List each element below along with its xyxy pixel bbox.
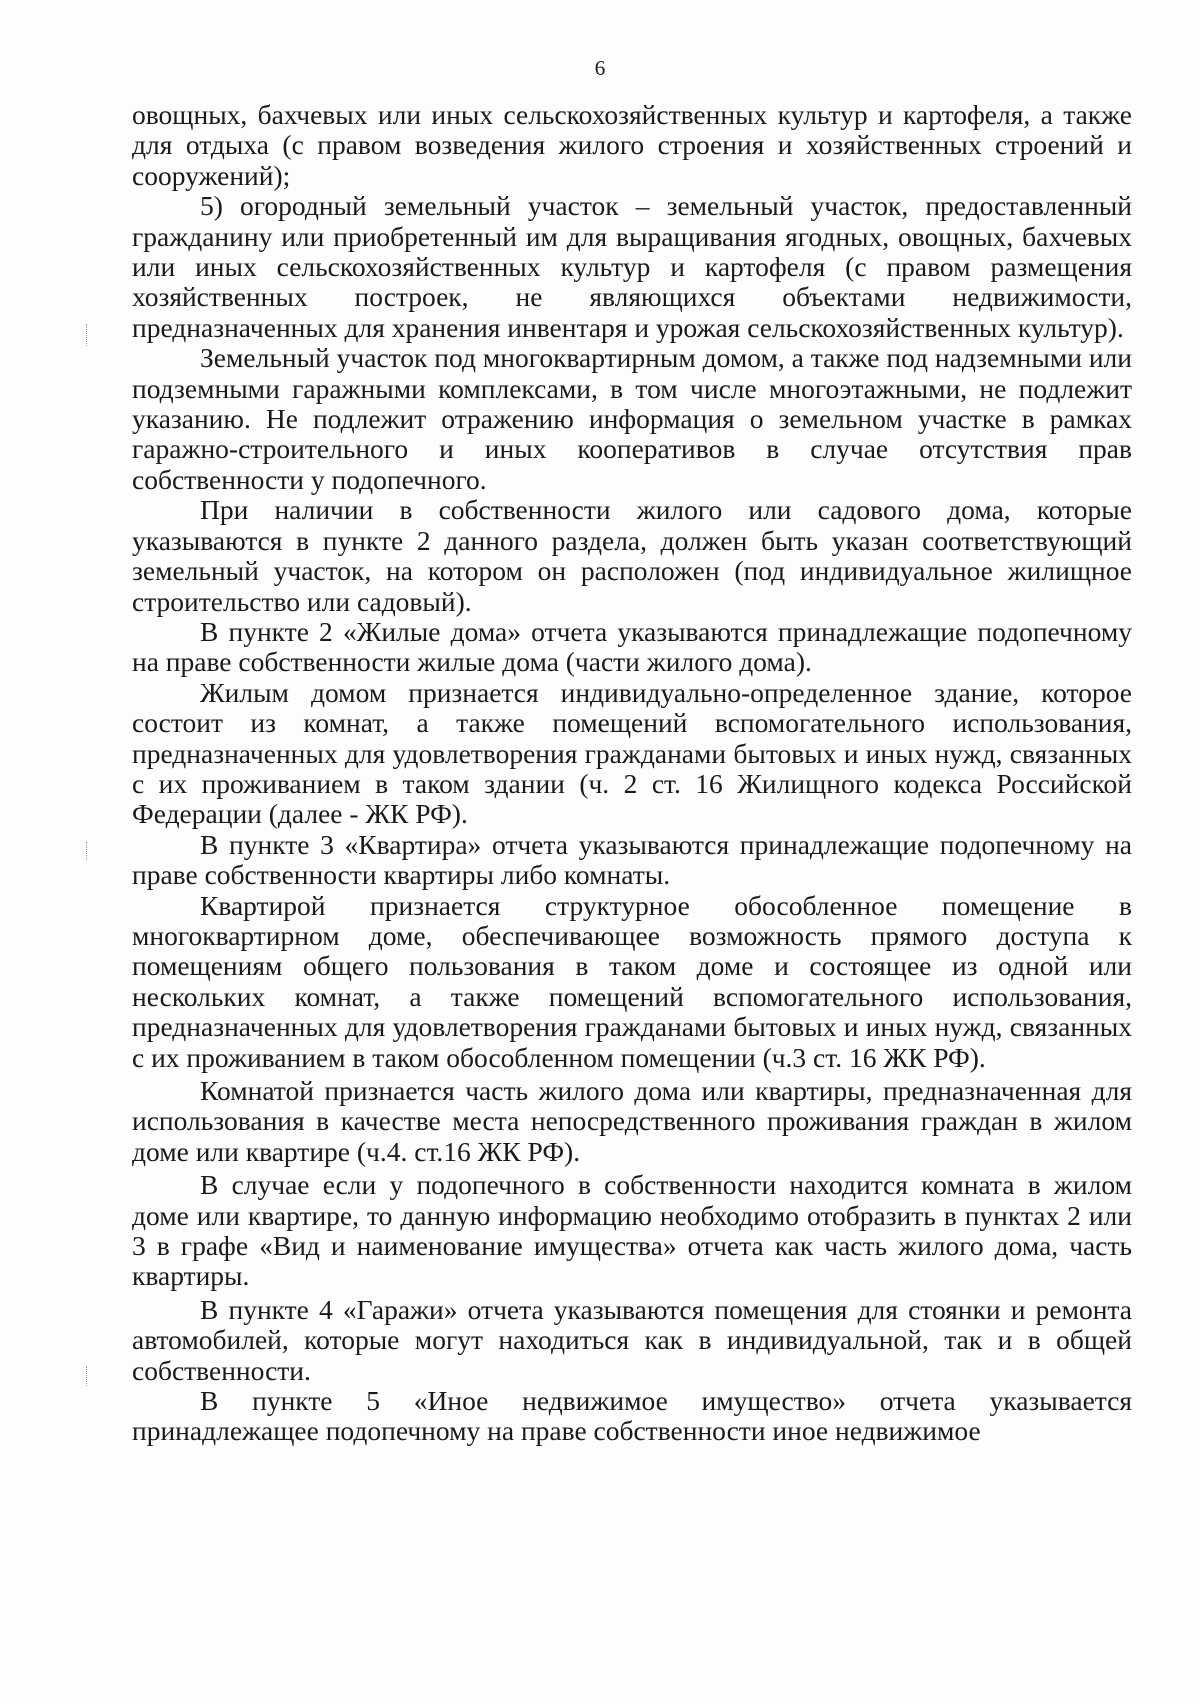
paragraph: При наличии в собственности жилого или садового дома, которые указываются в пункте 2 данного раздела, должен быть указан соответствующий земельный участок, на котором он расположен (под индивидуальное жилищное строительство или садовый). bbox=[132, 494, 1132, 617]
scan-margin-mark bbox=[86, 324, 87, 346]
scan-margin-mark bbox=[86, 1366, 87, 1386]
paragraph: Квартирой признается структурное обособленное помещение в многоквартирном доме, обеспечивающее возможность прямого доступа к помещениям общего пользования в таком доме и состоящее из одной или нескольких комнат, а также помещений вспомогательного использования, предназначенных для удовлетворения гражданами бытовых и иных нужд, связанных с их проживанием в таком обособленном помещении (ч.3 ст. 16 ЖК РФ). bbox=[132, 889, 1132, 1073]
paragraph: 5) огородный земельный участок – земельный участок, предоставленный гражданину или приобретенный им для выращивания ягодных, овощных, бахчевых или иных сельскохозяйственных культур и картофеля (с правом размещения хозяйственных построек, не являющихся объектами недвижимости, предназначенных для хранения инвентаря и урожая сельскохозяйственных культур). bbox=[132, 190, 1132, 343]
paragraph: В случае если у подопечного в собственности находится комната в жилом доме или квартире, то данную информацию необходимо отобразить в пунктах 2 или 3 в графе «Вид и наименование имущества» отчета как часть жилого дома, часть квартиры. bbox=[132, 1169, 1132, 1292]
paragraph: Жилым домом признается индивидуально-определенное здание, которое состоит из комнат, а также помещений вспомогательного использования, предназначенных для удовлетворения гражданами бытовых и иных нужд, связанных с их проживанием в таком здании (ч. 2 ст. 16 Жилищного кодекса Российской Федерации (далее - ЖК РФ). bbox=[132, 676, 1132, 830]
paragraph: В пункте 5 «Иное недвижимое имущество» отчета указывается принадлежащее подопечному на праве собственности иное недвижимое bbox=[132, 1385, 1132, 1447]
paragraph: В пункте 3 «Квартира» отчета указываются принадлежащие подопечному на праве собственности квартиры либо комнаты. bbox=[132, 828, 1132, 891]
paragraph: овощных, бахчевых или иных сельскохозяйственных культур и картофеля, а также для отдыха (с правом возведения жилого строения и хозяйственных строений и сооружений); bbox=[132, 99, 1132, 191]
scan-margin-mark bbox=[86, 842, 87, 860]
paragraph: Земельный участок под многоквартирным домом, а также под надземными или подземными гаражными комплексами, в том числе многоэтажными, не подлежит указанию. Не подлежит отражению информация о земельном участке в рамках гаражно-строительного и иных кооперативов в случае отсутствия прав собственности у подопечного. bbox=[132, 342, 1132, 495]
paragraph: В пункте 4 «Гаражи» отчета указываются помещения для стоянки и ремонта автомобилей, которые могут находиться как в индивидуальной, так и в общей собственности. bbox=[132, 1293, 1132, 1386]
document-body bbox=[132, 100, 1132, 1447]
paragraph: В пункте 2 «Жилые дома» отчета указываются принадлежащие подопечному на праве собственности жилые дома (части жилого дома). bbox=[132, 615, 1132, 678]
paragraph: Комнатой признается часть жилого дома или квартиры, предназначенная для использования в качестве места непосредственного проживания граждан в жилом доме или квартире (ч.4. ст.16 ЖК РФ). bbox=[132, 1075, 1132, 1167]
page-number: 6 bbox=[594, 56, 606, 80]
